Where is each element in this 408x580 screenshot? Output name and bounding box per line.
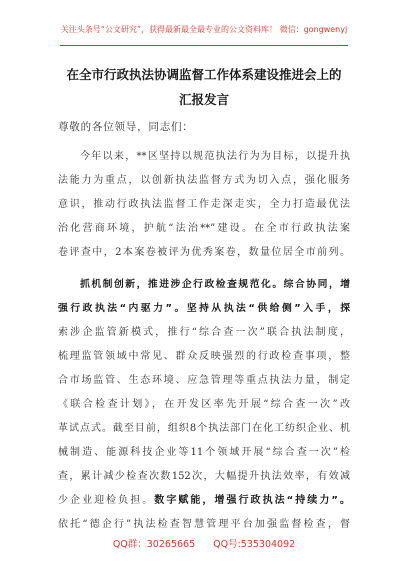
paragraph-line — [58, 493, 350, 509]
inline-heading: 数字赋能，增强行政执法“持续力”。 — [154, 495, 350, 506]
header-divider — [60, 45, 348, 46]
paragraph-line: 依托“德企行”执法检查智慧管理平台加强监督检查，督 — [58, 519, 350, 530]
paragraph-line: 意识，推动行政执法监督工作走深走实，全力打造最优法 — [58, 199, 350, 210]
paragraph-line: 合市场监管、生态环境、应急管理等重点执法力量，制定 — [58, 375, 350, 386]
footer-contact — [0, 539, 408, 551]
paragraph-line: 《联合检查计划》，在开发区率先开展“综合查一次”改 — [58, 399, 350, 410]
paragraph-line: 强行政执法“内驱力”。坚持从执法“供给侧”入手，探 — [58, 303, 350, 314]
paragraph-line: 械制造、能源科技企业等11个领域开展“综合查一次”检 — [58, 447, 350, 458]
paragraph-line: 索涉企监管新模式，推行“综合查一次”联合执法制度， — [58, 327, 350, 338]
paragraph-line: 革试点式。截至目前，组织8个执法部门在化工纺织企业、机 — [58, 423, 350, 434]
header-banner: 关注头条号“公文研究”，获得最新最全最专业的公文资料库！ 微信：gongwenyj — [60, 25, 348, 34]
footer-qq: QQ号:535304092 — [213, 539, 296, 550]
salutation: 尊敬的各位领导，同志们： — [58, 121, 194, 133]
paragraph-line: 今年以来，**区坚持以规范执法行为为目标，以提升执 — [80, 151, 350, 162]
paragraph-line: 卷评查中，2本案卷被评为优秀案卷，数量位居全市前列。 — [58, 247, 350, 258]
paragraph-line: 法能力为重点，以创新执法监督方式为切入点，强化服务 — [58, 175, 350, 186]
paragraph-line: 查，累计减少检查次数152次，大幅提升执法效率，有效减 — [58, 471, 350, 482]
document-title: 在全市行政执法协调监督工作体系建设推进会上的汇报发言 — [66, 67, 342, 107]
paragraph-line: 梳理监管领域中常见、群众反映强烈的行政检查事项，整 — [58, 351, 350, 362]
section-heading: 抓机制创新，推进涉企行政检查规范化。综合协同，增 — [80, 279, 350, 290]
paragraph-text: 少企业迎检负担。 — [58, 495, 155, 506]
paragraph-line: 治化营商环境，护航“法治**”建设。在全市行政执法案 — [58, 223, 350, 234]
footer-qq-group: QQ群：30265665 — [112, 539, 196, 550]
